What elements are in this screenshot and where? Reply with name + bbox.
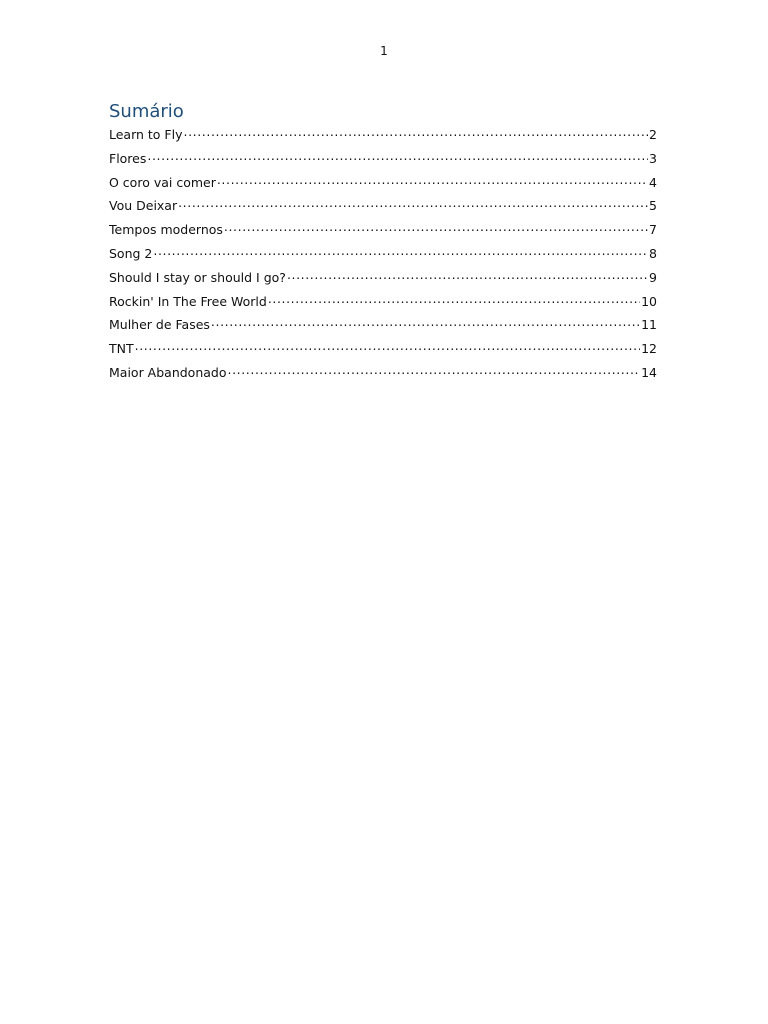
toc-entry[interactable]: [109, 220, 657, 244]
toc-entry[interactable]: [109, 125, 657, 149]
toc-entry[interactable]: [109, 196, 657, 220]
dot-leader: [184, 125, 649, 139]
dot-leader: [217, 173, 648, 187]
toc-title: Sumário: [109, 101, 184, 122]
toc-entry-label[interactable]: Maior Abandonado: [109, 364, 227, 380]
toc-entry-page[interactable]: 9: [649, 269, 657, 285]
dot-leader: [224, 220, 648, 234]
toc-entry[interactable]: [109, 268, 657, 292]
dot-leader: [228, 363, 641, 377]
toc-entry-page[interactable]: 7: [649, 222, 657, 238]
toc-entry-page[interactable]: 11: [641, 317, 657, 333]
toc-entry-label[interactable]: TNT: [109, 341, 134, 357]
toc-entry-page[interactable]: 4: [649, 174, 657, 190]
dot-leader: [211, 315, 640, 329]
toc-entry-label[interactable]: Vou Deixar: [109, 198, 178, 214]
table-of-contents: [109, 100, 657, 387]
toc-entry[interactable]: [109, 363, 657, 387]
toc-entry[interactable]: [109, 339, 657, 363]
toc-entry-page[interactable]: 14: [641, 364, 657, 380]
toc-entry-page[interactable]: 10: [641, 293, 657, 309]
toc-entry-label[interactable]: Learn to Fly: [109, 127, 183, 142]
dot-leader: [147, 149, 648, 163]
toc-entry-page[interactable]: 5: [649, 198, 657, 214]
toc-entry[interactable]: [109, 149, 657, 173]
toc-entry-page[interactable]: 12: [641, 341, 657, 357]
toc-entry-label[interactable]: Song 2: [109, 245, 153, 261]
dot-leader: [135, 339, 640, 353]
dot-leader: [287, 268, 648, 282]
toc-entry[interactable]: [109, 173, 657, 197]
dot-leader: [268, 292, 640, 306]
toc-list: [109, 125, 657, 387]
toc-entry[interactable]: [109, 315, 657, 339]
toc-entry-page[interactable]: 3: [649, 150, 657, 166]
dot-leader: [178, 196, 648, 210]
toc-entry-label[interactable]: O coro vai comer: [109, 174, 216, 190]
dot-leader: [153, 244, 648, 258]
toc-entry-label[interactable]: Rockin' In The Free World: [109, 293, 267, 309]
toc-entry-label[interactable]: Should I stay or should I go?: [109, 269, 286, 285]
toc-entry[interactable]: [109, 292, 657, 316]
toc-entry-label[interactable]: Tempos modernos: [109, 222, 223, 238]
toc-entry-label[interactable]: Flores: [109, 150, 147, 166]
toc-entry[interactable]: [109, 244, 657, 268]
toc-entry-label[interactable]: Mulher de Fases: [109, 317, 210, 333]
toc-entry-page[interactable]: 2: [649, 127, 657, 142]
toc-entry-page[interactable]: 8: [649, 245, 657, 261]
page-number: 1: [380, 44, 388, 58]
